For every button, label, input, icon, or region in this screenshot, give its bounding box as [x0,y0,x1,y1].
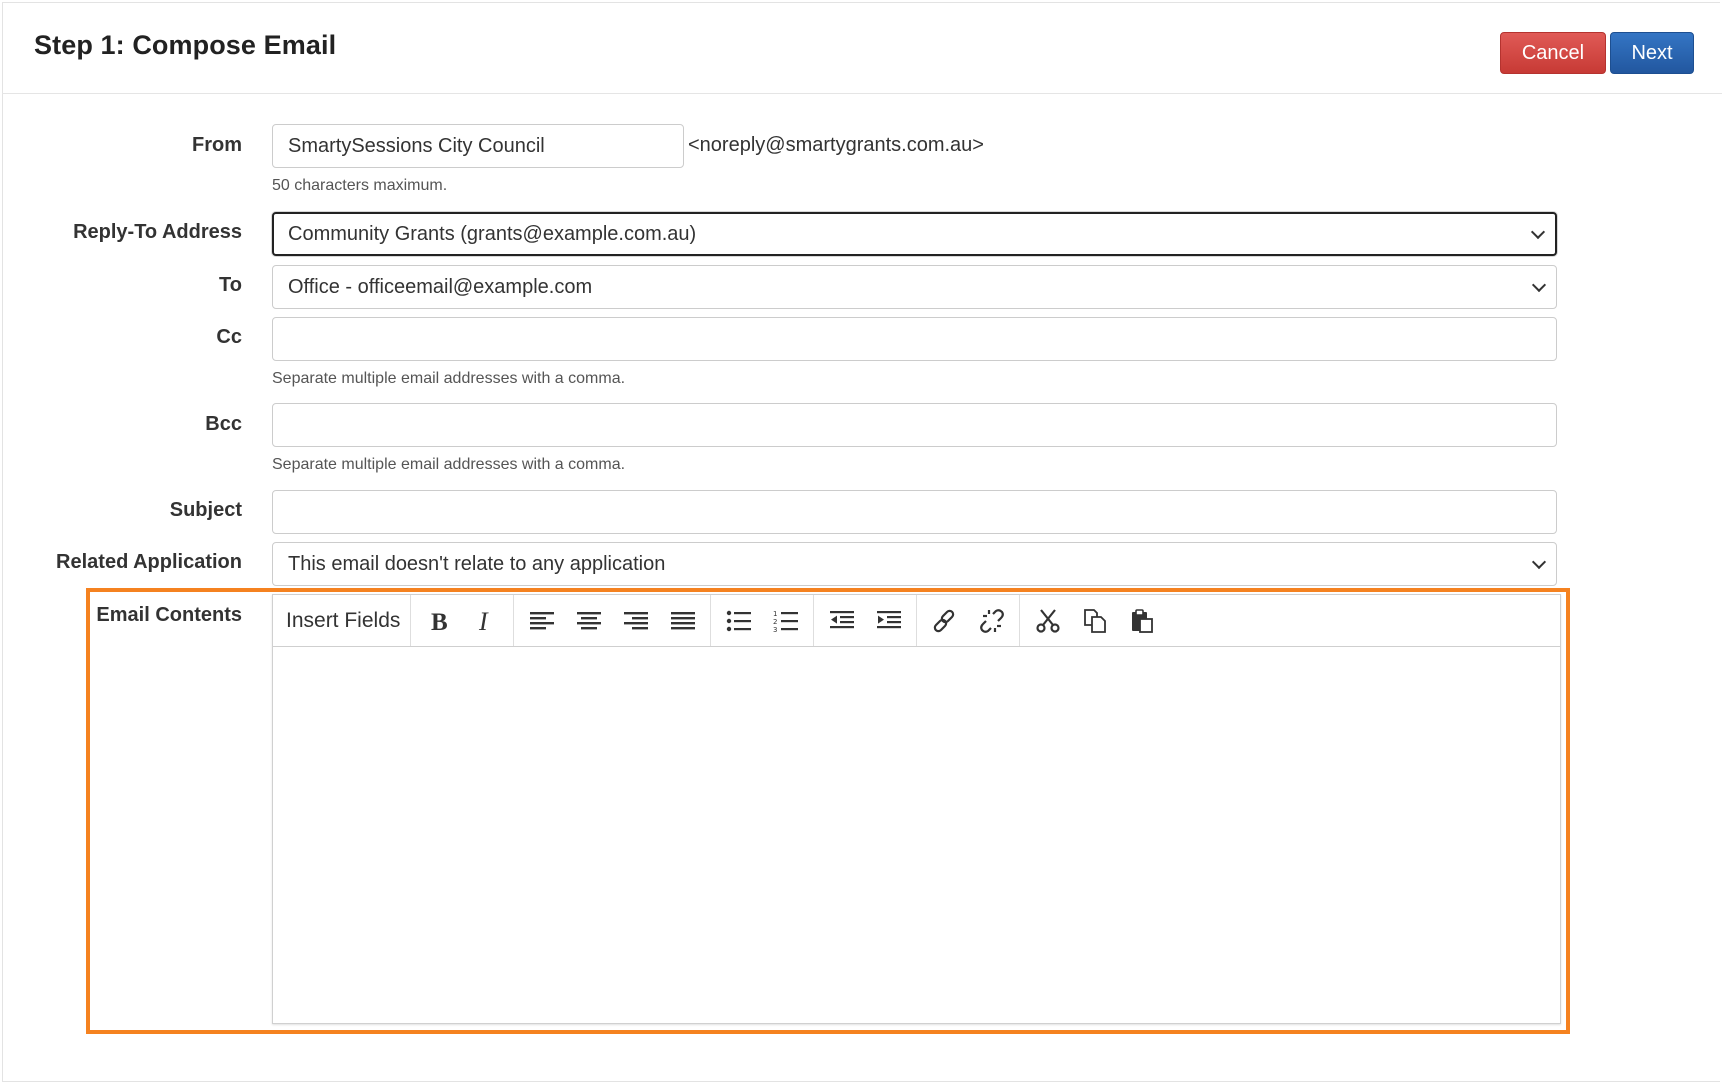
reply-to-value: Community Grants (grants@example.com.au) [288,222,697,245]
cc-label: Cc [216,326,242,348]
email-contents-editor [272,594,1561,1024]
bcc-input[interactable] [272,403,1557,447]
cancel-button[interactable]: Cancel [1500,32,1606,74]
bullet-list-icon[interactable] [715,601,762,641]
related-application-value: This email doesn't relate to any application [288,552,666,575]
related-application-select[interactable] [272,542,1557,586]
align-right-icon[interactable] [612,601,659,641]
indent-icon[interactable] [865,601,912,641]
paste-icon[interactable] [1118,601,1165,641]
from-email-address: <noreply@smartygrants.com.au> [688,134,984,156]
related-application-label: Related Application [56,551,242,573]
copy-icon[interactable] [1071,601,1118,641]
reply-to-label: Reply-To Address [73,221,242,243]
insert-fields-button[interactable]: Insert Fields [286,608,401,632]
editor-toolbar [273,595,1560,647]
from-name-input[interactable] [272,124,684,168]
align-left-icon[interactable] [518,601,565,641]
bcc-label: Bcc [205,413,242,435]
svg-text:I: I [478,608,488,633]
svg-text:2: 2 [772,617,778,626]
svg-text:1: 1 [772,609,778,618]
chevron-down-icon [1532,555,1546,569]
cc-help-text: Separate multiple email addresses with a comma. [272,370,626,387]
svg-text:B: B [430,608,448,633]
email-contents-label: Email Contents [96,604,242,626]
svg-text:3: 3 [772,625,778,633]
numbered-list-icon[interactable] [762,601,809,641]
outdent-icon[interactable] [818,601,865,641]
chevron-down-icon [1532,278,1546,292]
chevron-down-icon [1531,225,1545,239]
page-title: Step 1: Compose Email [34,30,337,60]
unlink-icon[interactable] [968,601,1015,641]
email-contents-body[interactable] [273,647,1560,1023]
align-center-icon[interactable] [565,601,612,641]
bcc-help-text: Separate multiple email addresses with a comma. [272,456,626,473]
link-icon[interactable] [921,601,968,641]
from-help-text: 50 characters maximum. [272,177,448,194]
from-name-value: SmartySessions City Council [288,134,545,157]
to-label: To [219,274,242,296]
bold-icon[interactable] [415,601,462,641]
align-justify-icon[interactable] [659,601,706,641]
reply-to-select[interactable] [272,212,1557,256]
from-label: From [192,134,242,156]
next-button[interactable]: Next [1610,32,1694,74]
subject-input[interactable] [272,490,1557,534]
italic-icon[interactable] [462,601,509,641]
cc-input[interactable] [272,317,1557,361]
to-value: Office - officeemail@example.com [288,275,593,298]
page-header [2,2,1722,94]
subject-label: Subject [169,499,242,521]
cut-icon[interactable] [1024,601,1071,641]
to-select[interactable] [272,265,1557,309]
